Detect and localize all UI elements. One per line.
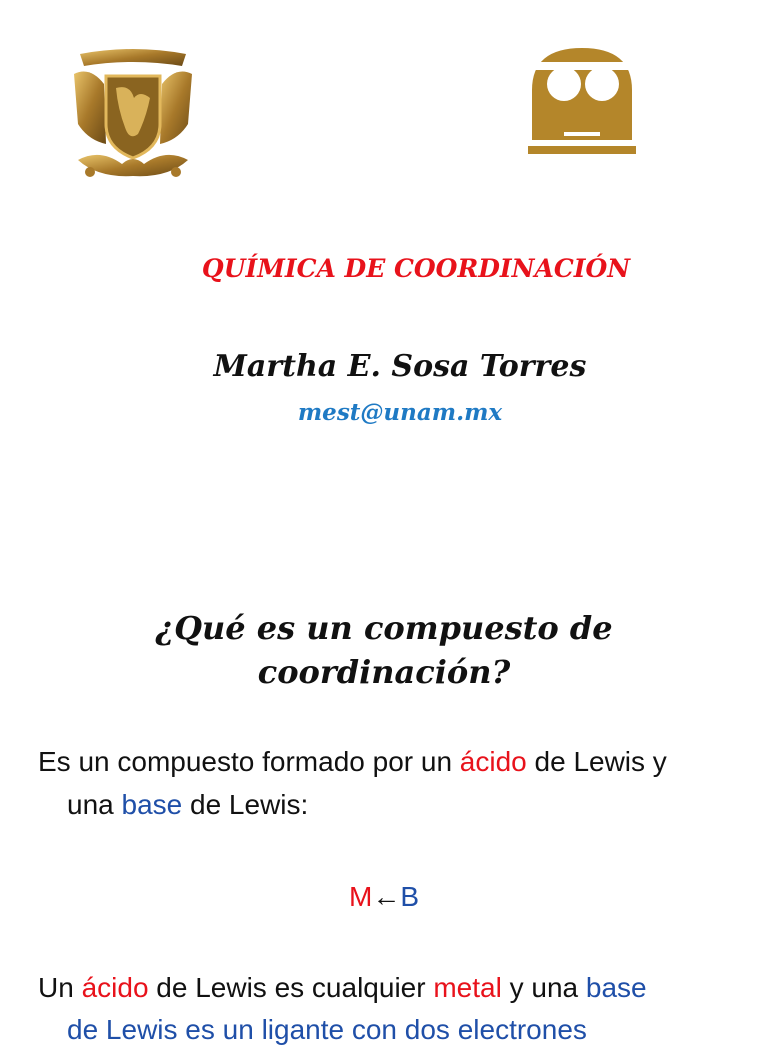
unam-coat-of-arms-logo bbox=[70, 44, 196, 182]
formula-base: B bbox=[400, 881, 419, 912]
statement-text: Un bbox=[38, 972, 82, 1003]
definition-line-2 bbox=[67, 789, 308, 821]
formula-arrow: ← bbox=[372, 881, 401, 912]
coordination-formula bbox=[0, 881, 768, 913]
acid-term: ácido bbox=[459, 746, 527, 777]
definition-text: de Lewis y bbox=[526, 746, 667, 777]
acid-term: ácido bbox=[81, 972, 149, 1003]
statement-line-1 bbox=[38, 972, 647, 1004]
statement-text: de Lewis es cualquier bbox=[148, 972, 434, 1003]
base-term: base bbox=[121, 789, 183, 820]
author-name: Martha E. Sosa Torres bbox=[213, 349, 587, 384]
definition-line-1 bbox=[38, 746, 667, 778]
metal-term: metal bbox=[433, 972, 502, 1003]
definition-text: una bbox=[67, 789, 122, 820]
statement-line-2-cut-off: de Lewis es un ligante con dos electrones bbox=[67, 1014, 587, 1045]
statement-text: y una bbox=[501, 972, 586, 1003]
question-line-1: ¿Qué es un compuesto de bbox=[155, 609, 613, 647]
author-email-link[interactable]: mest@unam.mx bbox=[297, 399, 503, 426]
facultad-quimica-logo bbox=[524, 44, 640, 158]
course-title: QUÍMICA DE COORDINACIÓN bbox=[201, 254, 631, 283]
definition-text: de Lewis: bbox=[182, 789, 309, 820]
slide-question-heading bbox=[0, 606, 768, 694]
formula-metal: M bbox=[348, 881, 373, 912]
definition-text: Es un compuesto formado por un bbox=[38, 746, 460, 777]
question-line-2: coordinación? bbox=[257, 653, 511, 691]
base-term: base bbox=[585, 972, 647, 1003]
